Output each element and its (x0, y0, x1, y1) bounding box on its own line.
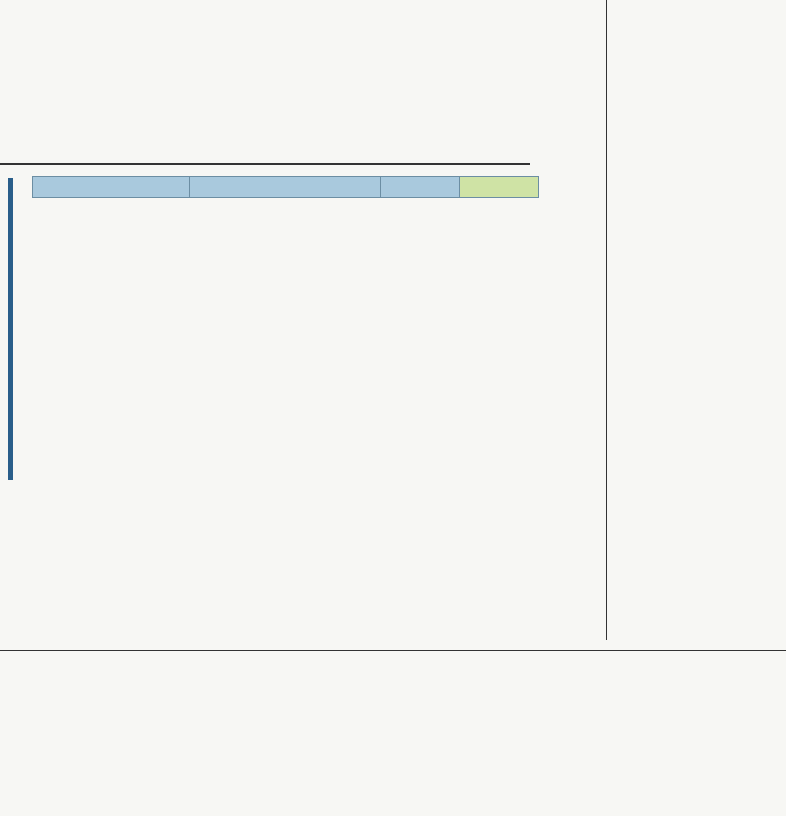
header-usage (190, 177, 381, 198)
header-facility (33, 177, 190, 198)
separator-vertical (606, 0, 607, 640)
fee-table-container (10, 168, 528, 490)
fee-table (32, 176, 539, 198)
article-body-top (0, 6, 600, 158)
table-header-row (33, 177, 539, 198)
separator-left-top (0, 163, 530, 165)
header-revised (459, 177, 538, 198)
separator-right-box (460, 650, 786, 651)
article-body-bottom (0, 496, 455, 646)
separator-bottom (0, 650, 460, 651)
article-body-far-right (462, 654, 782, 812)
header-current (380, 177, 459, 198)
